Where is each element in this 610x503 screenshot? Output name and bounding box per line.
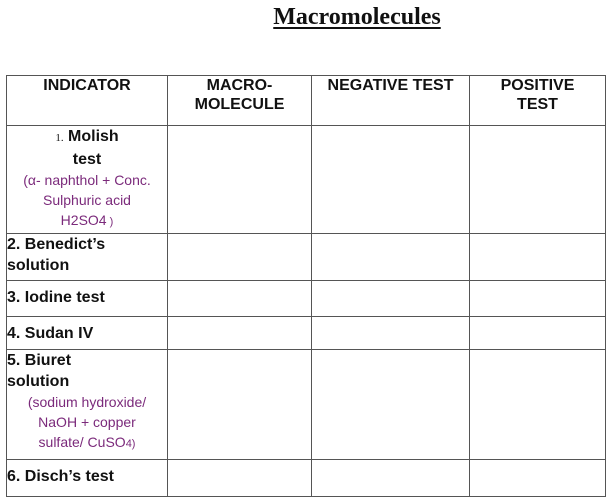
indicator-molish: 1. Molish test (α- naphthol + Conc. Sulphuric acid H2SO4 ) — [7, 126, 168, 234]
table-row — [7, 126, 606, 234]
negative-test-cell[interactable] — [312, 459, 470, 496]
table-row — [7, 317, 606, 350]
indicator-iodine: 3. Iodine test — [7, 280, 168, 316]
positive-test-cell[interactable] — [470, 280, 606, 316]
indicator-disch: 6. Disch’s test — [7, 459, 168, 496]
row-number: 1. — [55, 132, 64, 145]
indicator-table — [6, 75, 606, 497]
table-row — [7, 233, 606, 280]
macromolecule-cell[interactable] — [168, 459, 312, 496]
page-title-text: Macromolecules — [273, 4, 441, 30]
indicator-biuret: 5. Biuret solution (sodium hydroxide/ NaOH + copper sulfate/ CuSO4) — [7, 350, 168, 460]
indicator-sudan: 4. Sudan IV — [7, 317, 168, 350]
header-row — [7, 76, 606, 126]
macromolecule-cell[interactable] — [168, 280, 312, 316]
positive-test-cell[interactable] — [470, 350, 606, 460]
positive-test-cell[interactable] — [470, 317, 606, 350]
macromolecule-cell[interactable] — [168, 350, 312, 460]
macromolecule-cell[interactable] — [168, 126, 312, 234]
reagent-text: (sodium hydroxide/ NaOH + copper sulfate/ CuSO4) — [27, 394, 147, 451]
header-indicator: INDICATOR — [7, 76, 168, 126]
positive-test-cell[interactable] — [470, 459, 606, 496]
negative-test-cell[interactable] — [312, 317, 470, 350]
table-row — [7, 350, 606, 460]
negative-test-cell[interactable] — [312, 233, 470, 280]
indicator-benedicts: 2. Benedict’s solution — [7, 233, 168, 280]
table-row — [7, 280, 606, 316]
header-macromolecule: MACRO- MOLECULE — [168, 76, 312, 126]
reagent-text: (α- naphthol + Conc. Sulphuric acid H2SO4 ) — [23, 172, 151, 229]
header-positive-test: POSITIVE TEST — [470, 76, 606, 126]
positive-test-cell[interactable] — [470, 126, 606, 234]
negative-test-cell[interactable] — [312, 350, 470, 460]
macromolecule-cell[interactable] — [168, 233, 312, 280]
table-row — [7, 459, 606, 496]
page-title — [0, 2, 610, 32]
negative-test-cell[interactable] — [312, 126, 470, 234]
macromolecule-cell[interactable] — [168, 317, 312, 350]
header-negative-test: NEGATIVE TEST — [312, 76, 470, 126]
positive-test-cell[interactable] — [470, 233, 606, 280]
negative-test-cell[interactable] — [312, 280, 470, 316]
